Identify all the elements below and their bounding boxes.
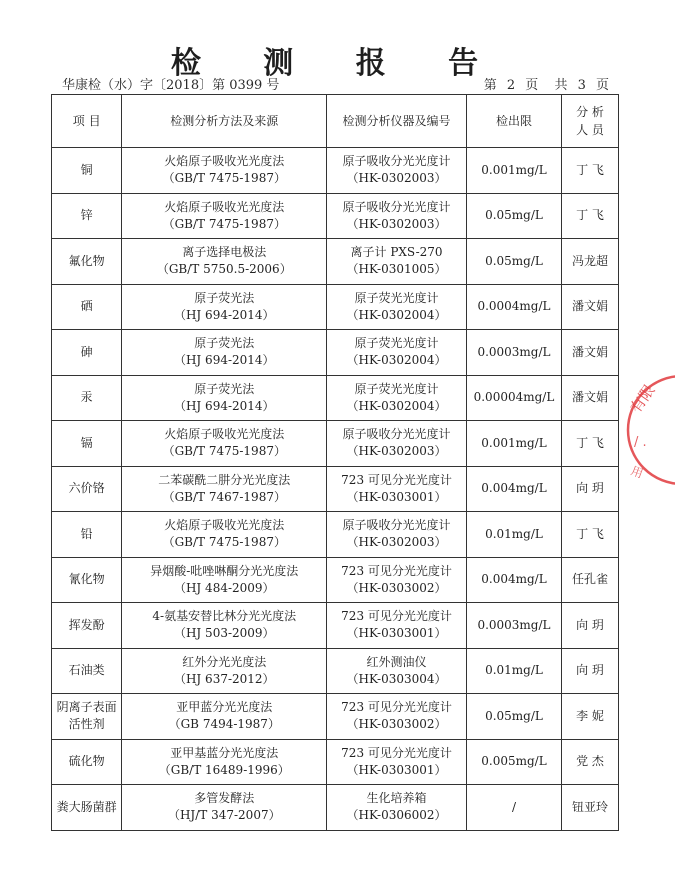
header-instrument: 检测分析仪器及编号 (327, 95, 467, 148)
method-name: 红外分光光度法 (182, 654, 267, 669)
header-analyst: 分 析 人 员 (562, 95, 619, 148)
method-name: 离子选择电极法 (182, 245, 267, 260)
cell-analyst: 冯龙超 (562, 239, 619, 285)
method-source: （HJ/T 347-2007） (167, 808, 281, 823)
page-info (478, 74, 609, 93)
cell-analyst: 李 妮 (562, 694, 619, 740)
cell-instrument (327, 466, 467, 512)
cell-analyst: 潘文娟 (562, 330, 619, 376)
cell-limit: / (466, 785, 561, 831)
cell-analyst: 向 玥 (562, 648, 619, 694)
cell-method (122, 421, 327, 467)
instrument-name: 离子计 PXS-270 (350, 245, 443, 260)
page-total: 共 3 页 (554, 78, 609, 93)
method-name: 火焰原子吸收光光度法 (164, 154, 285, 169)
svg-text:有限: 有限 (626, 381, 659, 417)
instrument-id: （HK-0302004） (346, 398, 447, 413)
cell-limit: 0.01mg/L (466, 512, 561, 558)
cell-method (122, 148, 327, 194)
svg-text:/ .: / . (634, 435, 647, 450)
cell-limit: 0.0003mg/L (466, 603, 561, 649)
instrument-name: 原子吸收分光光度计 (342, 199, 451, 214)
cell-analyst: 党 杰 (562, 739, 619, 785)
cell-analyst: 向 玥 (562, 603, 619, 649)
cell-analyst: 向 玥 (562, 466, 619, 512)
cell-instrument (327, 375, 467, 421)
method-source: （HJ 694-2014） (173, 398, 275, 413)
method-name: 4-氨基安替比林分光光度法 (152, 609, 297, 624)
instrument-name: 原子吸收分光光度计 (342, 154, 451, 169)
cell-item: 铅 (52, 512, 122, 558)
cell-limit: 0.005mg/L (466, 739, 561, 785)
instrument-id: （HK-0302003） (346, 444, 447, 459)
table-row (52, 375, 619, 421)
instrument-id: （HK-0303002） (346, 717, 447, 732)
instrument-name: 723 可见分光光度计 (341, 700, 452, 715)
cell-method (122, 648, 327, 694)
instrument-name: 723 可见分光光度计 (341, 563, 452, 578)
cell-instrument (327, 148, 467, 194)
method-source: （GB/T 7475-1987） (162, 444, 286, 459)
cell-limit: 0.0004mg/L (466, 284, 561, 330)
cell-method (122, 466, 327, 512)
instrument-name: 红外测油仪 (366, 654, 427, 669)
cell-analyst: 任孔雀 (562, 557, 619, 603)
method-source: （HJ 694-2014） (173, 307, 275, 322)
instrument-id: （HK-0306002） (346, 808, 447, 823)
cell-item: 镉 (52, 421, 122, 467)
method-source: （GB 7494-1987） (168, 717, 280, 732)
cell-analyst: 钮亚玲 (562, 785, 619, 831)
cell-item: 挥发酚 (52, 603, 122, 649)
method-name: 多管发酵法 (194, 791, 255, 806)
table-row (52, 330, 619, 376)
cell-instrument (327, 739, 467, 785)
method-source: （GB/T 16489-1996） (158, 762, 290, 777)
table-row (52, 193, 619, 239)
table-row (52, 785, 619, 831)
cell-item: 氰化物 (52, 557, 122, 603)
cell-method (122, 284, 327, 330)
instrument-id: （HK-0303001） (346, 489, 447, 504)
cell-limit: 0.05mg/L (466, 193, 561, 239)
table-row (52, 694, 619, 740)
detection-table (51, 94, 619, 831)
cell-item: 氟化物 (52, 239, 122, 285)
table-row (52, 648, 619, 694)
cell-method (122, 557, 327, 603)
table-row (52, 421, 619, 467)
cell-limit: 0.05mg/L (466, 694, 561, 740)
instrument-id: （HK-0302004） (346, 353, 447, 368)
cell-instrument (327, 648, 467, 694)
header-method: 检测分析方法及来源 (122, 95, 327, 148)
table-row (52, 239, 619, 285)
cell-item: 石油类 (52, 648, 122, 694)
method-source: （HJ 503-2009） (173, 626, 275, 641)
cell-method (122, 603, 327, 649)
method-source: （GB/T 7467-1987） (162, 489, 286, 504)
table-row (52, 284, 619, 330)
cell-analyst: 潘文娟 (562, 284, 619, 330)
instrument-id: （HK-0303001） (346, 762, 447, 777)
cell-limit: 0.0003mg/L (466, 330, 561, 376)
instrument-id: （HK-0302003） (346, 216, 447, 231)
table-row (52, 603, 619, 649)
method-source: （GB/T 7475-1987） (162, 535, 286, 550)
method-source: （GB/T 5750.5-2006） (156, 262, 292, 277)
table-header (52, 95, 619, 148)
method-source: （GB/T 7475-1987） (162, 171, 286, 186)
cell-method (122, 330, 327, 376)
cell-item: 砷 (52, 330, 122, 376)
method-name: 火焰原子吸收光光度法 (164, 199, 285, 214)
table-body (52, 148, 619, 831)
cell-instrument (327, 421, 467, 467)
instrument-id: （HK-0303002） (346, 580, 447, 595)
instrument-name: 原子吸收分光光度计 (342, 518, 451, 533)
table-row (52, 557, 619, 603)
cell-instrument (327, 193, 467, 239)
cell-instrument (327, 694, 467, 740)
method-name: 火焰原子吸收光光度法 (164, 518, 285, 533)
instrument-id: （HK-0303004） (346, 671, 447, 686)
method-name: 二苯碳酰二肼分光光度法 (158, 472, 291, 487)
method-source: （HJ 484-2009） (173, 580, 275, 595)
instrument-name: 原子荧光光度计 (354, 290, 439, 305)
cell-item: 粪大肠菌群 (52, 785, 122, 831)
cell-method (122, 785, 327, 831)
cell-limit: 0.001mg/L (466, 148, 561, 194)
cell-limit: 0.05mg/L (466, 239, 561, 285)
cell-method (122, 512, 327, 558)
instrument-name: 生化培养箱 (366, 791, 427, 806)
cell-limit: 0.01mg/L (466, 648, 561, 694)
cell-limit: 0.00004mg/L (466, 375, 561, 421)
cell-analyst: 丁 飞 (562, 193, 619, 239)
cell-item: 阴离子表面 活性剂 (52, 694, 122, 740)
method-source: （HJ 637-2012） (173, 671, 275, 686)
cell-analyst: 丁 飞 (562, 421, 619, 467)
method-name: 异烟酸-吡唑啉酮分光光度法 (150, 563, 299, 578)
header-limit: 检出限 (466, 95, 561, 148)
cell-item: 六价铬 (52, 466, 122, 512)
instrument-id: （HK-0302004） (346, 307, 447, 322)
method-source: （GB/T 7475-1987） (162, 216, 286, 231)
report-number: 华康检（水）字〔2018〕第 0399 号 (62, 78, 280, 93)
cell-method (122, 739, 327, 785)
red-seal-stamp (620, 362, 675, 497)
cell-method (122, 193, 327, 239)
method-name: 原子荧光法 (194, 381, 255, 396)
method-source: （HJ 694-2014） (173, 353, 275, 368)
page-current: 第 2 页 (483, 78, 539, 93)
method-name: 原子荧光法 (194, 290, 255, 305)
cell-instrument (327, 603, 467, 649)
cell-instrument (327, 239, 467, 285)
instrument-name: 723 可见分光光度计 (341, 472, 452, 487)
cell-method (122, 239, 327, 285)
table-row (52, 739, 619, 785)
table-row (52, 148, 619, 194)
instrument-id: （HK-0302003） (346, 535, 447, 550)
cell-limit: 0.004mg/L (466, 466, 561, 512)
cell-instrument (327, 785, 467, 831)
instrument-name: 原子吸收分光光度计 (342, 427, 451, 442)
cell-instrument (327, 557, 467, 603)
cell-item: 硫化物 (52, 739, 122, 785)
instrument-id: （HK-0303001） (346, 626, 447, 641)
instrument-name: 723 可见分光光度计 (341, 745, 452, 760)
cell-limit: 0.001mg/L (466, 421, 561, 467)
instrument-name: 原子荧光光度计 (354, 336, 439, 351)
cell-analyst: 潘文娟 (562, 375, 619, 421)
cell-item: 铜 (52, 148, 122, 194)
svg-text:用: 用 (628, 463, 646, 481)
method-name: 亚甲基蓝分光光度法 (170, 745, 279, 760)
report-title: 检 测 报 告 (170, 46, 505, 81)
cell-instrument (327, 284, 467, 330)
cell-limit: 0.004mg/L (466, 557, 561, 603)
instrument-name: 723 可见分光光度计 (341, 609, 452, 624)
cell-item: 锌 (52, 193, 122, 239)
table-row (52, 466, 619, 512)
method-name: 亚甲蓝分光光度法 (176, 700, 273, 715)
instrument-id: （HK-0302003） (346, 171, 447, 186)
header-item: 项 目 (52, 95, 122, 148)
cell-item: 硒 (52, 284, 122, 330)
cell-analyst: 丁 飞 (562, 148, 619, 194)
cell-analyst: 丁 飞 (562, 512, 619, 558)
cell-method (122, 375, 327, 421)
cell-method (122, 694, 327, 740)
instrument-name: 原子荧光光度计 (354, 381, 439, 396)
method-name: 原子荧光法 (194, 336, 255, 351)
cell-instrument (327, 330, 467, 376)
cell-item: 汞 (52, 375, 122, 421)
method-name: 火焰原子吸收光光度法 (164, 427, 285, 442)
table-row (52, 512, 619, 558)
instrument-id: （HK-0301005） (346, 262, 447, 277)
cell-instrument (327, 512, 467, 558)
